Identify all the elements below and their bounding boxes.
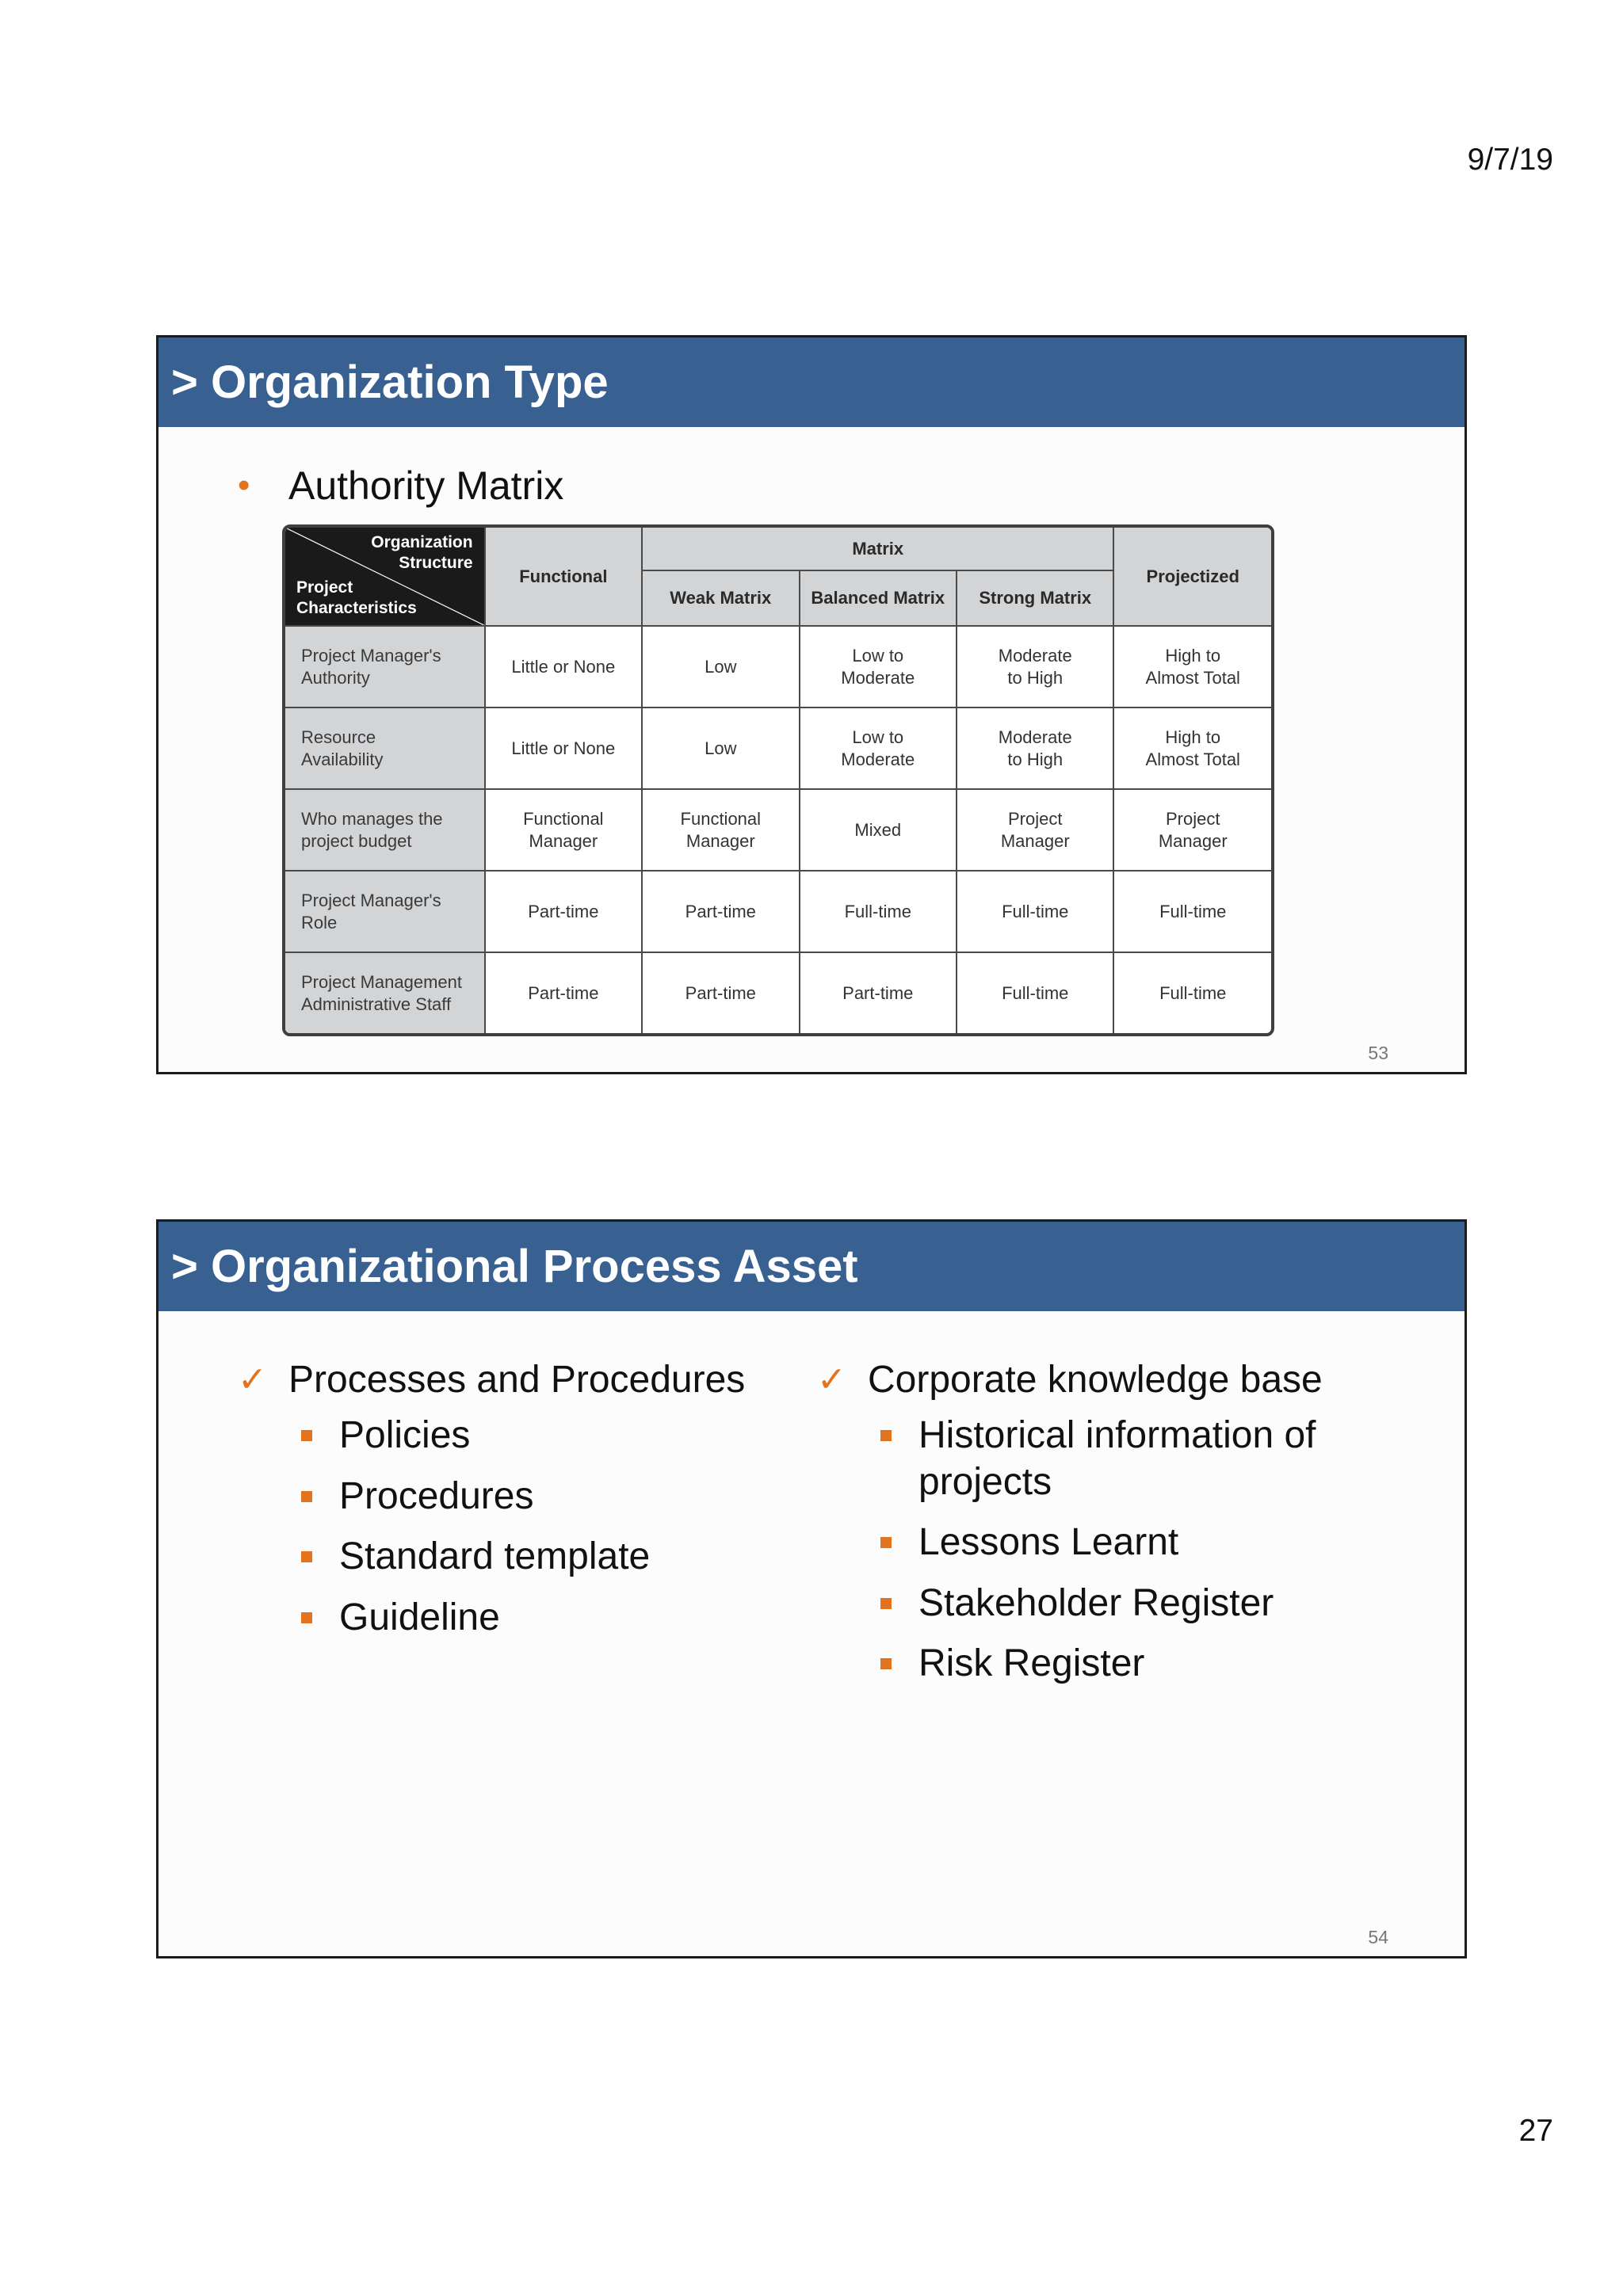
row-header (285, 707, 485, 789)
bullet-text: Authority Matrix (288, 463, 564, 508)
cell-line: Almost Total (1145, 667, 1240, 688)
square-bullet-icon (301, 1430, 312, 1441)
matrix-cell (485, 626, 642, 707)
list-item (880, 1413, 1323, 1505)
cell-line: Part-time (528, 901, 599, 921)
cell-line: Moderate (998, 727, 1072, 747)
col-header-weak-matrix: Weak Matrix (642, 570, 799, 626)
cell-line: High to (1165, 727, 1221, 747)
row-header-line: Project Management (301, 972, 462, 992)
square-bullet-icon (880, 1658, 892, 1669)
cell-line: Low (705, 656, 737, 677)
row-header-line: Project Manager's (301, 891, 441, 910)
matrix-cell (485, 789, 642, 871)
square-bullet-icon (880, 1430, 892, 1441)
matrix-cell (1113, 626, 1271, 707)
matrix-cell (642, 952, 799, 1033)
cell-line: Full-time (1159, 982, 1227, 1003)
row-header-line: Project Manager's (301, 646, 441, 666)
matrix-cell (485, 952, 642, 1033)
cell-line: Low (705, 738, 737, 758)
cell-line: Moderate (841, 749, 915, 769)
left-sub-list (238, 1413, 745, 1641)
square-bullet-icon (880, 1598, 892, 1609)
checkmark-icon: ✓ (817, 1360, 846, 1399)
slide-title: > Organization Type (158, 338, 1465, 427)
cell-line: Manager (1000, 830, 1070, 851)
matrix-cell (485, 871, 642, 952)
list-item (301, 1413, 745, 1459)
list-item (301, 1595, 745, 1642)
row-header-line: Resource (301, 727, 376, 747)
col-header-functional: Functional (485, 528, 642, 626)
cell-line: Full-time (1159, 901, 1227, 921)
matrix-cell (1113, 952, 1271, 1033)
matrix-cell (957, 626, 1113, 707)
col-header-projectized: Projectized (1113, 528, 1271, 626)
list-item-text (918, 1520, 1178, 1566)
cell-line: Project (1007, 809, 1063, 829)
check-heading (817, 1358, 1323, 1402)
corner-top-line: Organization (371, 533, 473, 551)
cell-line: Almost Total (1145, 749, 1240, 769)
cell-line: Little or None (511, 738, 616, 758)
matrix-body (285, 626, 1271, 1033)
list-item (301, 1534, 745, 1581)
row-header (285, 626, 485, 707)
col-header-balanced-matrix: Balanced Matrix (800, 570, 957, 626)
list-item-text: Procedures (339, 1474, 534, 1517)
row-header-line: Authority (301, 667, 370, 688)
list-item-text (918, 1413, 1316, 1505)
list-item (880, 1520, 1323, 1566)
row-header (285, 952, 485, 1033)
matrix-row (285, 871, 1271, 952)
list-item-line: Stakeholder Register (918, 1581, 1274, 1624)
list-item-text: Policies (339, 1414, 471, 1456)
matrix-cell (642, 626, 799, 707)
corner-top-line: Structure (399, 554, 473, 573)
matrix-cell (485, 707, 642, 789)
slide-number: 53 (1368, 1043, 1388, 1063)
page-date: 9/7/19 (1467, 143, 1553, 177)
cell-line: Full-time (1002, 982, 1069, 1003)
list-item (301, 1474, 745, 1520)
cell-line: Little or None (511, 656, 616, 677)
col-header-matrix: Matrix (642, 528, 1113, 570)
list-item-line: Risk Register (918, 1642, 1145, 1685)
cell-line: Manager (685, 830, 755, 851)
cell-line: to High (1007, 749, 1064, 769)
row-header-line: project budget (301, 830, 412, 851)
matrix-cell (800, 871, 957, 952)
matrix-row (285, 626, 1271, 707)
cell-line: Part-time (842, 982, 914, 1003)
corner-header (285, 528, 485, 626)
list-item (880, 1641, 1323, 1688)
matrix-cell (957, 952, 1113, 1033)
matrix-row (285, 707, 1271, 789)
col-header-strong-matrix: Strong Matrix (957, 570, 1113, 626)
cell-line: High to (1165, 646, 1221, 666)
list-item-text (918, 1641, 1144, 1688)
cell-line: Manager (529, 830, 598, 851)
slide-number: 54 (1368, 1927, 1388, 1947)
slide-organizational-process-asset (156, 1219, 1467, 1958)
row-header-line: Who manages the (301, 809, 443, 829)
right-column (817, 1358, 1323, 1702)
check-heading-text: Corporate knowledge base (868, 1359, 1323, 1401)
row-header (285, 789, 485, 871)
list-item-text: Guideline (339, 1596, 500, 1638)
square-bullet-icon (301, 1551, 312, 1562)
bullet-dot-icon: • (238, 466, 250, 505)
list-item (880, 1581, 1323, 1627)
cell-line: Full-time (844, 901, 911, 921)
authority-matrix (282, 524, 1274, 1036)
matrix-cell (800, 789, 957, 871)
row-header-line: Role (301, 912, 338, 933)
authority-matrix-table (285, 528, 1271, 1033)
right-sub-list (817, 1413, 1323, 1688)
list-item-line: Lessons Learnt (918, 1521, 1179, 1564)
matrix-cell (800, 707, 957, 789)
cell-line: Full-time (1002, 901, 1069, 921)
row-header (285, 871, 485, 952)
corner-top-label (371, 532, 472, 574)
cell-line: Low to (852, 646, 904, 666)
matrix-row (285, 789, 1271, 871)
matrix-cell (1113, 789, 1271, 871)
cell-line: Part-time (685, 982, 756, 1003)
check-heading (238, 1358, 745, 1402)
bullet-item (238, 463, 563, 509)
page-number: 27 (1518, 2114, 1553, 2148)
corner-bottom-line: Characteristics (296, 598, 417, 617)
square-bullet-icon (880, 1537, 892, 1548)
square-bullet-icon (301, 1491, 312, 1502)
square-bullet-icon (301, 1612, 312, 1623)
cell-line: Part-time (685, 901, 756, 921)
list-item-line: projects (918, 1460, 1052, 1503)
cell-line: Moderate (998, 646, 1072, 666)
list-item-line: Historical information of (918, 1414, 1316, 1456)
cell-line: Mixed (854, 819, 902, 840)
row-header-line: Availability (301, 749, 384, 769)
corner-bottom-line: Project (296, 578, 353, 597)
matrix-cell (800, 952, 957, 1033)
matrix-cell (957, 871, 1113, 952)
cell-line: Part-time (528, 982, 599, 1003)
matrix-cell (642, 871, 799, 952)
row-header-line: Administrative Staff (301, 994, 452, 1014)
matrix-cell (1113, 707, 1271, 789)
slide-title: > Organizational Process Asset (158, 1222, 1465, 1311)
slide-organization-type (156, 335, 1467, 1074)
cell-line: Moderate (841, 667, 915, 688)
left-column (238, 1358, 745, 1655)
checkmark-icon: ✓ (238, 1360, 267, 1399)
list-item-text: Standard template (339, 1535, 651, 1578)
cell-line: Low to (852, 727, 904, 747)
cell-line: Manager (1158, 830, 1228, 851)
cell-line: Project (1165, 809, 1220, 829)
matrix-cell (800, 626, 957, 707)
matrix-cell (957, 707, 1113, 789)
cell-line: Functional (680, 809, 762, 829)
matrix-cell (957, 789, 1113, 871)
check-heading-text: Processes and Procedures (288, 1359, 746, 1401)
matrix-cell (642, 789, 799, 871)
cell-line: Functional (523, 809, 604, 829)
list-item-text (918, 1581, 1274, 1627)
matrix-cell (1113, 871, 1271, 952)
matrix-cell (642, 707, 799, 789)
matrix-row (285, 952, 1271, 1033)
corner-bottom-label (296, 578, 417, 620)
cell-line: to High (1007, 667, 1064, 688)
